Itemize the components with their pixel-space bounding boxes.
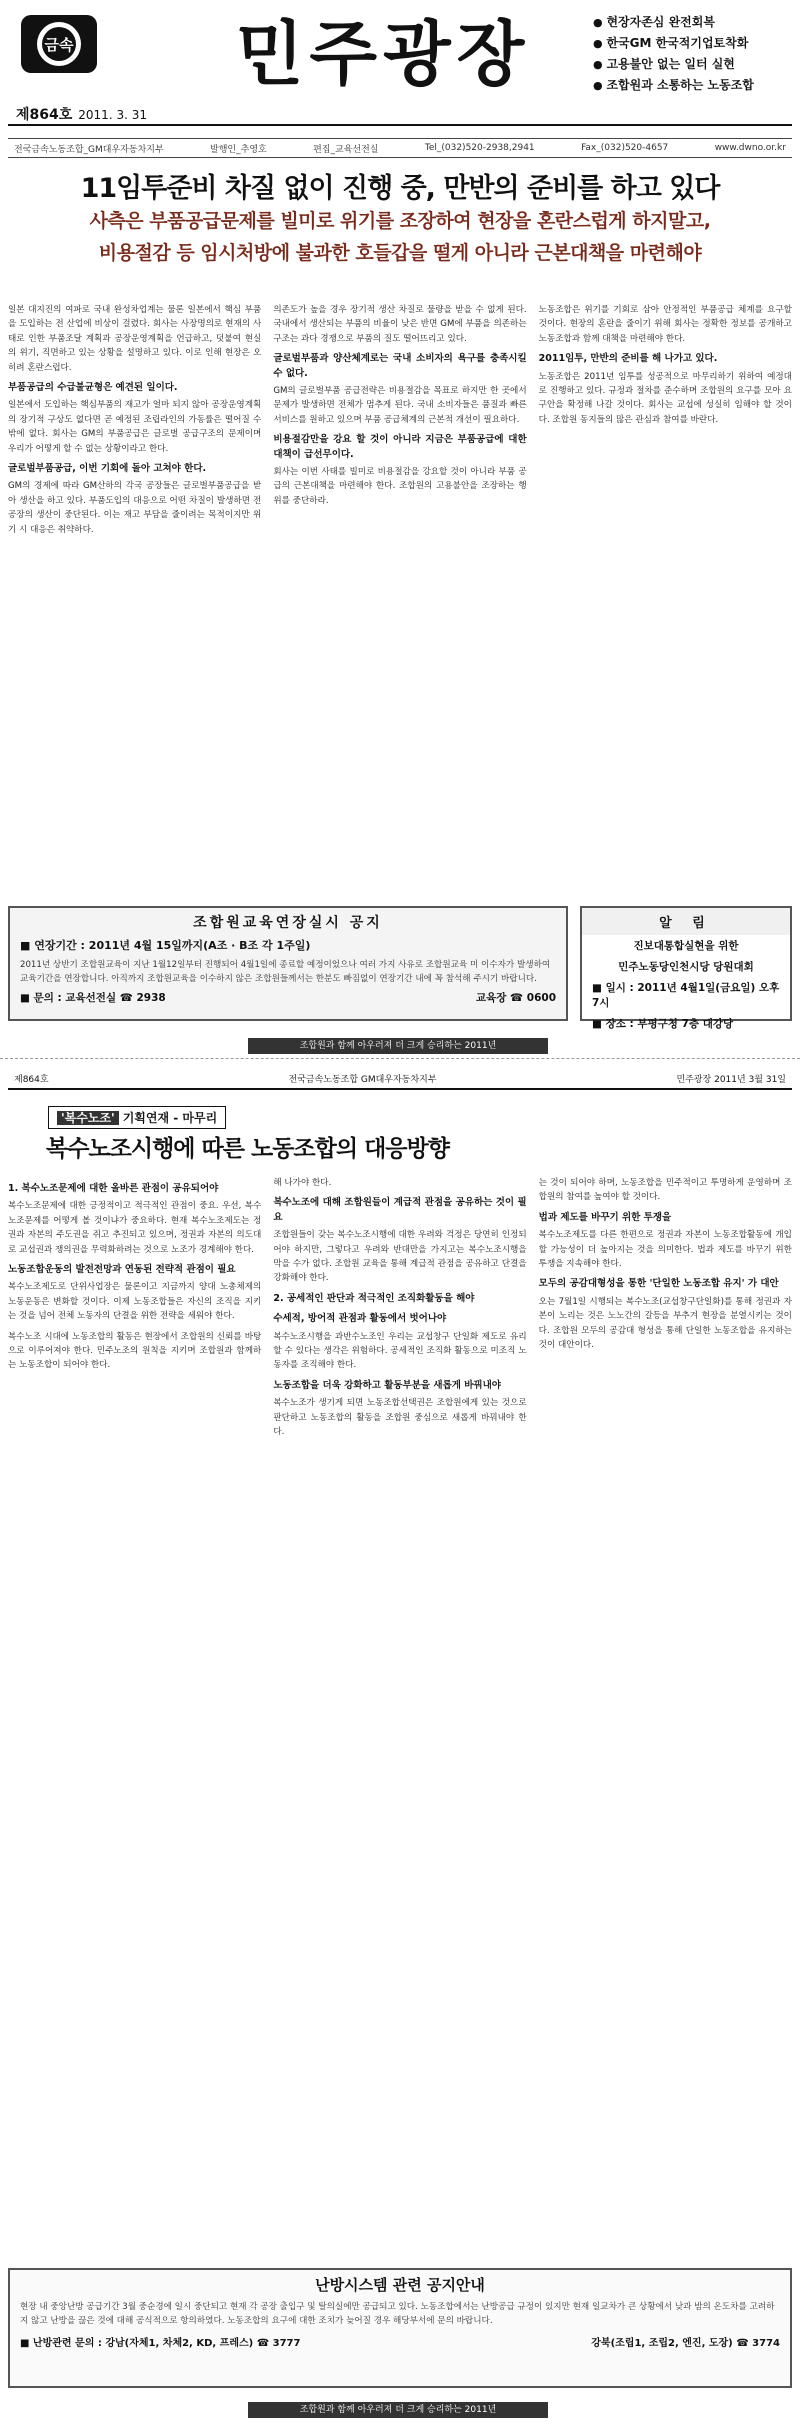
subheading: 노동조합을 더욱 강화하고 활동부분을 새롭게 바꿔내야 — [273, 1379, 501, 1391]
article-column — [273, 303, 526, 543]
paragraph: GM의 경제에 따라 GM산하의 각국 공장들은 글로벌부품공급을 받아 생산을 하고 있다. 부품도입의 대응으로 어떤 차질이 발생하면 전 공장의 생산이 중단된다. 이는 재고 부담을 줄이려는 목적이지만 위기 시 대응은 취약하다. — [8, 481, 262, 535]
paragraph: 복수노조시행을 과반수노조인 우리는 교섭창구 단일화 제도로 유리할 수 있다는 생각은 위험하다. 공세적인 조직화 활동으로 미조직 노동자를 조직해야 한다. — [273, 1331, 527, 1371]
paragraph: 오는 7월1일 시행되는 복수노조(교섭창구단일화)를 통해 정권과 자본이 노리는 것은 노노간의 갈등을 부추겨 현장을 분열시키는 것이다. 조합원 모두의 공감대 형성을 통해 단일한 노동조합을 유지하는 것이 대안이다. — [538, 1296, 792, 1351]
slogan-item: ● 한국GM 한국적기업토착화 — [593, 33, 793, 54]
paragraph: 노동조합은 2011년 임투를 성공적으로 마무리하기 위하여 예정대로 진행하고 있다. 규정과 절차를 준수하며 조합원의 요구를 모아 요구안을 확정해 나갈 것이다. 회사는 교섭에 성실히 임해야 할 것이다. 조합원 동지들의 많은 관심과 참여를 바란다. — [538, 371, 792, 425]
footer-slogan: 조합원과 함께 아우러져 더 크게 승리하는 2011년 — [248, 2402, 548, 2418]
main-headline — [8, 166, 792, 269]
article-column — [273, 1176, 526, 1446]
publication-info-bar — [8, 138, 792, 158]
subheading: 1. 복수노조문제에 대한 올바른 관점이 공유되어야 — [8, 1183, 219, 1194]
paragraph: 의존도가 높을 경우 장기적 생산 차질로 물량을 받을 수 없게 된다. 국내에서 생산되는 부품의 비율이 낮은 반면 GM에 부품을 의존하는 구조는 과다 경쟁으로 부품의 질도 떨어뜨리고 있다. — [273, 305, 527, 344]
subheading: 모두의 공감대형성을 통한 '단일한 노동조합 유지' 가 대안 — [538, 1278, 779, 1290]
headline-sub: 비용절감 등 임시처방에 불과한 호들갑을 떨게 아니라 근본대책을 마련해야 — [98, 242, 702, 264]
headline-title: 11임투준비 차질 없이 진행 중, 만반의 준비를 하고 있다 — [80, 173, 720, 204]
subheading: 2011임투, 만반의 준비를 해 나가고 있다. — [538, 353, 718, 365]
fax: Fax_(032)520-4657 — [581, 143, 669, 153]
union-logo-icon — [20, 14, 98, 74]
contact-info: ■ 난방관련 문의 : 강남(자체1, 차체2, KD, 프레스) ☎ 3777 — [20, 2338, 301, 2349]
education-notice-box — [8, 906, 568, 1021]
org-name: 전국금속노동조합_GM대우자동차지부 — [14, 144, 164, 155]
paragraph: 조합원들이 갖는 복수노조시행에 대한 우려와 걱정은 당연히 인정되어야 하지만, 그렇다고 우려와 반대만을 가지고는 복수노조시행을 막을 수가 없다. 조합원 교육을 통해 계급적 관점을 공유하고 단결을 강화해야 한다. — [273, 1230, 527, 1284]
paragraph: 복수노조제도를 다른 한편으로 정권과 자본이 노동조합활동에 개입할 가능성이 더 높아지는 것을 의미한다. 법과 제도를 바꾸기 위한 투쟁을 지속해야 한다. — [538, 1230, 792, 1270]
contact-info: 강북(조립1, 조립2, 엔진, 도장) ☎ 3774 — [591, 2338, 780, 2349]
subheading: 수세적, 방어적 관점과 활동에서 벗어나야 — [273, 1313, 447, 1325]
paragraph: 회사는 이번 사태를 빌미로 비용절감을 강요할 것이 아니라 부품 공급의 근본대책을 마련해야 한다. 조합원의 고용불안을 조장하는 행위를 중단하라. — [273, 467, 527, 506]
slogan-item: ● 조합원과 소통하는 노동조합 — [593, 75, 793, 96]
publisher: 발행인_추영호 — [210, 144, 267, 155]
phone: Tel_(032)520-2938,2941 — [424, 143, 535, 153]
subheading: 글로벌부품과 양산체계로는 국내 소비자의 욕구를 충족시킬 수 없다. — [273, 353, 527, 379]
series-label: 기획연재 - 마무리 — [122, 1111, 218, 1125]
heating-notice-box — [8, 2268, 792, 2388]
subheading: 노동조합운동의 발전전망과 연동된 전략적 관점이 필요 — [8, 1264, 236, 1276]
svg-text:금속: 금속 — [44, 36, 74, 54]
article-column — [8, 1176, 261, 1446]
alert-line: 민주노동당인천시당 당원대회 — [618, 961, 754, 973]
heating-notice-contacts — [10, 2330, 790, 2353]
page2-title: 복수노조시행에 따른 노동조합의 대응방향 — [46, 1136, 449, 1162]
alert-place: ■ 장소 : 부평구청 7층 대강당 — [592, 1018, 734, 1030]
article-column — [8, 303, 261, 543]
issue-date: 2011. 3. 31 — [78, 108, 147, 122]
article-column — [539, 303, 792, 543]
subheading: 부품공급의 수급불균형은 예견된 일이다. — [8, 382, 178, 394]
notice-body: 2011년 상반기 조합원교육이 지난 1월12일부터 진행되어 4월1일에 종료할 예정이었으나 여러 가지 사유로 조합원교육 미 이수자가 발생하여 교육기간을 연장합니다. 아직까지 조합원교육을 이수하지 않은 조합원들께서는 한분도 빠짐없이 연장기간 내에 꼭 참석해 주시기 바랍니다. — [20, 960, 551, 984]
paragraph: 노동조합은 위기를 기회로 삼아 안정적인 부품공급 체계를 요구할 것이다. 현장의 혼란을 줄이기 위해 회사는 정확한 정보를 공개하고 노동조합과 함께 대책을 마련해야 한다. — [538, 305, 792, 344]
paragraph: GM의 글로벌부품 공급전략은 비용절감을 목표로 하지만 한 곳에서 문제가 발생하면 전체가 멈추게 된다. 국내 소비자들은 품질과 빠른 서비스를 원하고 있으며 부품 공급체계의 근본적 개선이 필요하다. — [273, 386, 527, 425]
series-tag — [48, 1106, 226, 1129]
paragraph: 복수노조제도로 단위사업장은 물론이고 지금까지 양대 노총체제의 노동운동은 변화할 것이다. 이제 노동조합들은 자신의 조직을 지키는 것을 넘어 전체 노동자의 단결을 위한 전략을 세워야 한다. — [8, 1282, 262, 1322]
alert-box — [580, 906, 792, 1030]
alert-line: 진보대통합실현을 위한 — [633, 940, 739, 952]
subheading: 복수노조에 대해 조합원들이 계급적 관점을 공유하는 것이 필요 — [273, 1197, 527, 1223]
alert-title: 알 림 — [582, 908, 790, 935]
heating-notice-title: 난방시스템 관련 공지안내 — [315, 2276, 485, 2294]
subheading: 글로벌부품공급, 이번 기회에 돌아 고쳐야 한다. — [8, 463, 207, 475]
newsletter-page — [8, 6, 792, 2415]
notice-contacts — [10, 986, 566, 1009]
editor: 편집_교육선전실 — [313, 144, 379, 155]
paragraph: 복수노조가 생기게 되면 노동조합선택권은 조합원에게 있는 것으로 판단하고 노동조합의 활동을 조합원 중심으로 새롭게 바꿔내야 한다. — [273, 1398, 527, 1438]
series-badge: '복수노조' — [57, 1111, 119, 1125]
paragraph: 일본 대지진의 여파로 국내 완성차업계는 물론 일본에서 핵심 부품을 도입하는 전 산업에 비상이 걸렸다. 회사는 사장명의로 현재의 사태로 인한 부품조달 계획과 공장운영계획을 언급하고, 덧붙여 현실의 위기, 직면하고 있는 상황을 설명하고 있다. 이로 인해 현장은 오히려 혼란스럽다. — [8, 305, 262, 373]
article-column — [539, 1176, 792, 1446]
heating-notice-body: 현장 내 중앙난방 공급기간 3월 중순경에 일시 중단되고 현재 각 공장 출입구 및 탈의실에만 공급되고 있다. 노동조합에서는 난방공급 규정이 있지만 현재 일교차가 큰 상황에서 낮과 밤의 온도차를 고려하지 않고 난방을 끊은 것에 대해 공식적으로 항의하였다. 노동조합의 요구에 대한 조치가 늦어질 경우 해당부서에 문의 바랍니다. — [20, 2302, 775, 2326]
page2-issue: 제864호 — [14, 1074, 49, 1085]
notice-title: 조합원교육연장실시 공지 — [193, 915, 383, 931]
page2-org: 전국금속노동조합 GM대우자동차지부 — [288, 1074, 437, 1085]
masthead — [8, 6, 792, 126]
subheading: 비용절감만을 강요 할 것이 아니라 지금은 부품공급에 대한 대책이 급선무이다. — [273, 434, 527, 460]
paragraph: 는 것이 되어야 하며, 노동조합을 민주적이고 투명하게 운영하며 조합원의 참여를 높여야 할 것이다. — [538, 1178, 792, 1203]
subheading: 법과 제도를 바꾸기 위한 투쟁을 — [538, 1211, 672, 1223]
notice-period: ■ 연장기간 : 2011년 4월 15일까지(A조 · B조 각 1주일) — [20, 939, 311, 952]
alert-date: ■ 일시 : 2011년 4월1일(금요일) 오후 7시 — [592, 982, 780, 1009]
issue-number: 제864호 2011. 3. 31 — [16, 107, 147, 123]
newsletter-title: 민주광장 — [235, 12, 531, 95]
article-columns-page2 — [8, 1176, 792, 1446]
paragraph: 복수노조 시대에 노동조합의 활동은 현장에서 조합원의 신뢰를 바탕으로 이루어져야 한다. 민주노조의 원칙을 지키며 조합원과 함께하는 노동조합이 되어야 한다. — [8, 1331, 262, 1371]
subheading: 2. 공세적인 판단과 적극적인 조직화활동을 해야 — [273, 1292, 475, 1304]
website-link[interactable]: www.dwno.or.kr — [714, 143, 786, 153]
paragraph: 일본에서 도입하는 핵심부품의 재고가 얼마 되지 않아 공장운영계획의 장기적 구상도 없다면 곧 예정된 조립라인의 가동률은 떨어질 수밖에 없다. 회사는 GM의 부품공급은 글로벌 공급구조의 문제이며 우리가 어떻게 할 수 없는 상황이라고 한다. — [8, 400, 262, 454]
headline-sub: 사측은 부품공급문제를 빌미로 위기를 조장하여 현장을 혼란스럽게 하지말고, — [89, 210, 711, 232]
contact-info: ■ 문의 : 교육선전실 ☎ 2938 — [20, 992, 166, 1004]
paragraph: 복수노조문제에 대한 긍정적이고 적극적인 관점이 중요. 우선, 복수노조문제를 어떻게 볼 것이냐가 중요하다. 현재 복수노조제도는 정권과 자본의 주도권을 쥐고 추진되고 있으며, 정권과 자본의 의도대로 교섭권과 쟁의권을 무력화하려는 것으로 노조가 경계해야 한다. — [8, 1201, 262, 1255]
footer-slogan: 조합원과 함께 아우러져 더 크게 승리하는 2011년 — [248, 1038, 548, 1054]
paragraph: 해 나가야 한다. — [273, 1178, 332, 1188]
slogan-item: ● 고용불안 없는 일터 실현 — [593, 54, 793, 75]
page2-header — [8, 1068, 792, 1090]
article-columns — [8, 303, 792, 543]
page2-date: 민주광장 2011년 3월 31일 — [676, 1074, 786, 1085]
slogan-item: ● 현장자존심 완전회복 — [593, 12, 793, 33]
slogan-list — [593, 12, 793, 96]
contact-info: 교육장 ☎ 0600 — [475, 992, 556, 1004]
page-divider — [0, 1058, 800, 1059]
